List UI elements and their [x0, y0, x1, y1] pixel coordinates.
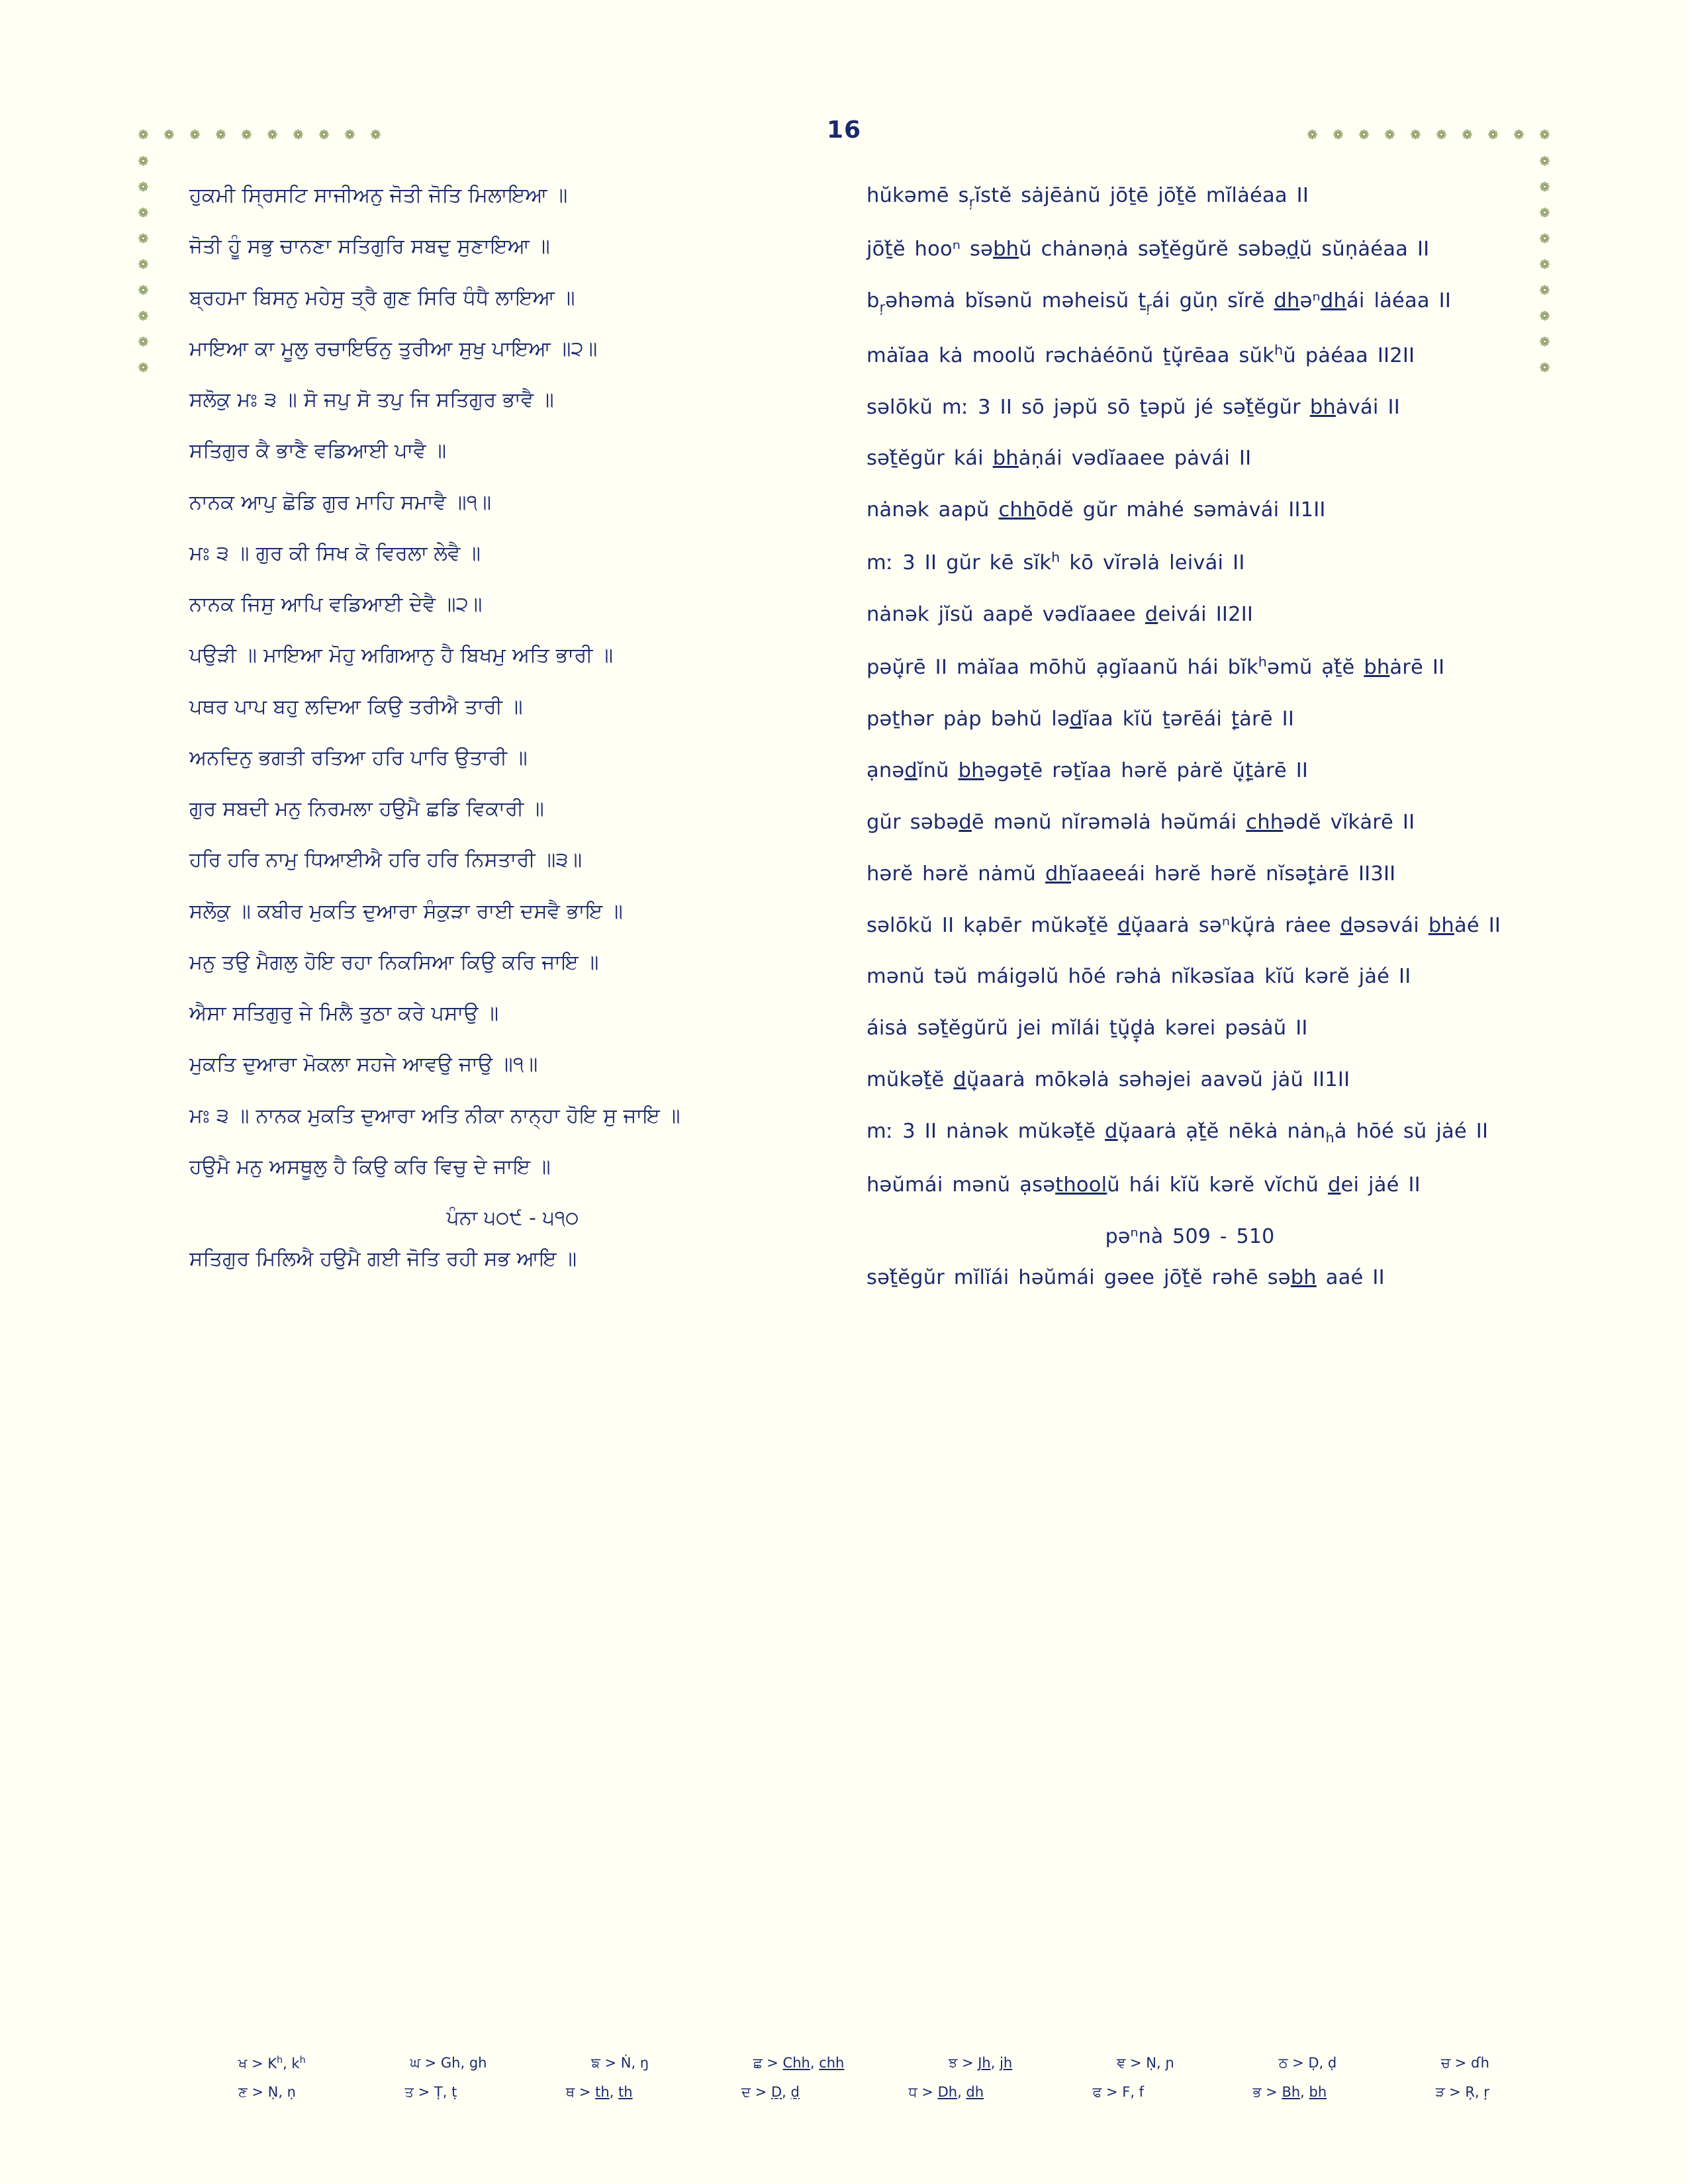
transliteration-line: həŭmái mənŭ ạsəthoolŭ hái kĭŭ kərĕ vĭchŭ dei jȧé II	[867, 1173, 1421, 1197]
floret-icon: ❁	[1539, 361, 1550, 375]
transliteration-column	[867, 183, 1513, 1316]
transliteration-line: ạnədĭnŭ bhəgəṯē rəṯĭaa hərĕ pȧrĕ ŭ̟ṯ̟ȧrē II	[867, 758, 1309, 782]
floret-icon: ❁	[318, 128, 330, 142]
floret-icon: ❁	[1539, 154, 1550, 169]
key-entry: ਝ > Jh, jh	[949, 2055, 1013, 2071]
floret-icon: ❁	[1333, 128, 1344, 142]
gurmukhi-line: ਨਾਨਕ ਜਿਸੁ ਆਪਿ ਵਡਿਆਈ ਦੇਵੈ ॥੨॥	[189, 593, 483, 616]
gurmukhi-line: ਸਲੋਕੁ ਮਃ ੩ ॥ ਸੋ ਜਪੁ ਸੋ ਤਪੁ ਜਿ ਸਤਿਗੁਰ ਭਾਵੈ ॥	[189, 388, 554, 412]
transliteration-line: mŭkəṯ̆ĕ dŭ̟aarȧ mōkəlȧ səhəjei aavəŭ jȧŭ II1II	[867, 1068, 1350, 1092]
gurmukhi-line: ਬ੍ਰਹਮਾ ਬਿਸਨੁ ਮਹੇਸੁ ਤ੍ਰੈ ਗੁਣ ਸਿਰਿ ਧੰਧੈ ਲਾਇਆ ॥	[189, 286, 575, 310]
floret-icon: ❁	[1384, 128, 1395, 142]
floret-icon: ❁	[138, 283, 149, 298]
key-entry: ਤ > Ṭ, ṭ	[404, 2084, 457, 2100]
floret-icon: ❁	[1436, 128, 1447, 142]
floret-icon: ❁	[1539, 335, 1550, 349]
key-entry: ਧ > Dh, dh	[908, 2084, 984, 2100]
gurmukhi-line: ਜੋਤੀ ਹੂੰ ਸਭੁ ਚਾਨਣਾ ਸਤਿਗੁਰਿ ਸਬਦੁ ਸੁਣਾਇਆ ॥	[189, 235, 550, 259]
floret-icon: ❁	[1462, 128, 1473, 142]
floret-icon: ❁	[1539, 128, 1550, 142]
floret-icon: ❁	[1539, 257, 1550, 272]
scripture-body	[189, 183, 1513, 1316]
gurmukhi-line: ਪਥਰ ਪਾਪ ਬਹੁ ਲਦਿਆ ਕਿਉ ਤਰੀਐ ਤਾਰੀ ॥	[189, 695, 523, 719]
transliteration-line: pəŭ̟rē II mȧĭaa mōhŭ ạgĭaanŭ hái bĭk$^h$əmŭ ạṯ̆ĕ bhȧrē II	[867, 654, 1445, 680]
transliteration-line: səṯ̆ĕgŭr kái bhȧṇái vədĭaaee pȧvái II	[867, 447, 1252, 471]
transliteration-line: gŭr səbədē mənŭ nĭrəməlȧ həŭmái chhədĕ vĭkȧrē II	[867, 810, 1415, 834]
page-number: 16	[826, 116, 862, 144]
floret-icon: ❁	[164, 128, 175, 142]
transliteration-line: hərĕ hərĕ nȧmŭ dhĭaaeeái hərĕ hərĕ nĭsəṯ̟ȧrē II3II	[867, 862, 1396, 886]
floral-border-left	[138, 156, 149, 374]
key-entry: ਫ > F, f	[1092, 2084, 1145, 2100]
transliteration-line: mː 3 II nȧnək mŭkəṯ̆ĕ dŭ̟aarȧ ạṯ̆ĕ nēkȧ nȧn$_h$ȧ hōé sŭ jȧé II	[867, 1119, 1489, 1146]
transliteration-line: mənŭ təŭ máigəlŭ hōé rəhȧ nĭkəsĭaa kĭŭ kərĕ jȧé II	[867, 965, 1411, 989]
transliteration-key	[238, 2055, 1489, 2113]
floret-icon: ❁	[138, 206, 149, 220]
key-entry: ਦ > Ḏ, ḏ	[741, 2084, 800, 2100]
key-entry: ਘ > Gh, gh	[410, 2055, 487, 2071]
transliteration-line: $b_ŗəhəmȧ$ bĭsənŭ məheisŭ ṯ$_ŗ$ái gŭṇ sĭrĕ dhəⁿdhái lȧéaa II	[867, 289, 1452, 315]
transliteration-line: nȧnək jĭsŭ aapĕ vədĭaaee deivái II2II	[867, 603, 1254, 627]
gurmukhi-line: ਮਾਇਆ ਕਾ ਮੂਲੁ ਰਚਾਇਓਨੁ ਤੁਰੀਆ ਸੁਖੁ ਪਾਇਆ ॥੨॥	[189, 337, 598, 361]
floret-icon: ❁	[1513, 128, 1524, 142]
floral-border-right	[1539, 156, 1550, 374]
key-entry: ਚ > ɗh	[1440, 2055, 1489, 2071]
transliteration-line: səlōkŭ II kạbēr mŭkəṯ̆ĕ dŭ̟aarȧ səⁿkŭ̟rȧ rȧee dəsəvái bhȧé II	[867, 913, 1501, 937]
transliteration-line: mː 3 II gŭr kē sĭk$^h$ kō vĭrəlȧ leivái II	[867, 549, 1245, 575]
transliteration-key-row	[238, 2055, 1489, 2072]
floret-icon: ❁	[1410, 128, 1421, 142]
floret-icon: ❁	[138, 335, 149, 349]
key-entry: ੜ > Ŗ, ŗ	[1435, 2084, 1489, 2100]
key-entry: ਠ > Ḍ, ḍ	[1278, 2055, 1337, 2071]
gurmukhi-line: ਸਤਿਗੁਰ ਮਿਲਿਐ ਹਉਮੈ ਗਈ ਜੋਤਿ ਰਹੀ ਸਭ ਆਇ ॥	[189, 1247, 577, 1271]
floret-icon: ❁	[189, 128, 201, 142]
floret-icon: ❁	[138, 361, 149, 375]
key-entry: ਭ > Bh, bh	[1252, 2084, 1327, 2100]
gurmukhi-line: ਨਾਨਕ ਆਪੁ ਛੋਡਿ ਗੁਰ ਮਾਹਿ ਸਮਾਵੈ ॥੧॥	[189, 490, 492, 514]
floret-icon: ❁	[138, 180, 149, 195]
page-reference-transliteration: pəⁿnà 509 - 510	[1105, 1224, 1275, 1248]
key-entry: ਣ > Ṇ, ṇ	[238, 2084, 296, 2100]
floret-icon: ❁	[241, 128, 252, 142]
gurmukhi-line: ਗੁਰ ਸਬਦੀ ਮਨੁ ਨਿਰਮਲਾ ਹਉਮੈ ਛਡਿ ਵਿਕਾਰੀ ॥	[189, 797, 545, 821]
transliteration-line: pəṯhər pȧp bəhŭ lədĭaa kĭŭ ṯərēái ṯ̟ȧrē II	[867, 707, 1295, 731]
key-entry: ਖ > $K^h$, $k^h$	[238, 2055, 306, 2071]
page-reference-gurmukhi: ਪੰਨਾ ੫੦੯ - ੫੧੦	[446, 1206, 579, 1230]
floret-icon: ❁	[1307, 128, 1318, 142]
key-entry: ਙ > Ṅ, ŋ	[591, 2055, 649, 2071]
transliteration-key-row	[238, 2084, 1489, 2101]
floral-border-top-left	[138, 130, 381, 141]
floret-icon: ❁	[138, 128, 149, 142]
gurmukhi-column	[189, 183, 836, 1316]
floret-icon: ❁	[1539, 180, 1550, 195]
floret-icon: ❁	[370, 128, 381, 142]
gurmukhi-line: ਸਤਿਗੁਰ ਕੈ ਭਾਣੈ ਵਡਿਆਈ ਪਾਵੈ ॥	[189, 439, 447, 463]
gurmukhi-line: ਮਃ ੩ ॥ ਨਾਨਕ ਮੁਕਤਿ ਦੁਆਰਾ ਅਤਿ ਨੀਕਾ ਨਾਨ੍ਹਾ ਹੋਇ ਸੁ ਜਾਇ ॥	[189, 1104, 680, 1128]
floret-icon: ❁	[1539, 309, 1550, 324]
floret-icon: ❁	[1487, 128, 1499, 142]
floret-icon: ❁	[344, 128, 355, 142]
transliteration-line: áisȧ səṯ̆ĕgŭrŭ jei mĭlái ṯŭ̟ḏ̟ȧ kərei pəsȧŭ II	[867, 1017, 1308, 1040]
floret-icon: ❁	[1539, 206, 1550, 220]
key-entry: ਥ > th, th	[565, 2084, 633, 2100]
floret-icon: ❁	[267, 128, 278, 142]
floret-icon: ❁	[1358, 128, 1370, 142]
gurmukhi-line: ਮਨੁ ਤਉ ਮੈਗਲੁ ਹੋਇ ਰਹਾ ਨਿਕਸਿਆ ਕਿਉ ਕਰਿ ਜਾਇ ॥	[189, 950, 599, 974]
floret-icon: ❁	[215, 128, 226, 142]
floret-icon: ❁	[138, 257, 149, 272]
gurmukhi-line: ਹਰਿ ਹਰਿ ਨਾਮੁ ਧਿਆਈਐ ਹਰਿ ਹਰਿ ਨਿਸਤਾਰੀ ॥੩॥	[189, 848, 583, 872]
transliteration-line: mȧĭaa kȧ moolŭ rəchȧéōnŭ ṯŭ̟rēaa sŭk$^h$ŭ pȧéaa II2II	[867, 341, 1415, 367]
key-entry: ਞ > Ṇ, ɲ	[1116, 2055, 1174, 2071]
gurmukhi-line: ਹਉਮੈ ਮਨੁ ਅਸਥੂਲੁ ਹੈ ਕਿਉ ਕਰਿ ਵਿਚੁ ਦੇ ਜਾਇ ॥	[189, 1155, 551, 1179]
gurmukhi-line: ਅਨਦਿਨੁ ਭਗਤੀ ਰਤਿਆ ਹਰਿ ਪਾਰਿ ਉਤਾਰੀ ॥	[189, 746, 528, 770]
transliteration-line: hŭkəmē $s_ŗĭstĕ$ sȧjēȧnŭ jōṯē jōṯ̆ĕ mĭlȧéaa II	[867, 184, 1309, 210]
gurmukhi-line: ਹੁਕਮੀ ਸ੍ਰਿਸਟਿ ਸਾਜੀਅਨੁ ਜੋਤੀ ਜੋਤਿ ਮਿਲਾਇਆ ॥	[189, 184, 568, 207]
gurmukhi-line: ਐਸਾ ਸਤਿਗੁਰੁ ਜੇ ਮਿਲੈ ਤੁਠਾ ਕਰੇ ਪਸਾਉ ॥	[189, 1002, 499, 1025]
floret-icon: ❁	[138, 154, 149, 169]
transliteration-line: nȧnək aapŭ chhōdĕ gŭr mȧhé səmȧvái II1II	[867, 498, 1326, 522]
transliteration-line: jōṯ̆ĕ hooⁿ səbhŭ chȧnəṇȧ səṯ̆ĕgŭrĕ səbəḏŭ sŭṇȧéaa II	[867, 237, 1430, 261]
gurmukhi-line: ਪਉੜੀ ॥ ਮਾਇਆ ਮੋਹੁ ਅਗਿਆਨੁ ਹੈ ਬਿਖਮੁ ਅਤਿ ਭਾਰੀ ॥	[189, 644, 614, 668]
transliteration-line: səṯ̆ĕgŭr mĭlĭái həŭmái gəee jōṯ̆ĕ rəhē səbh aaé II	[867, 1265, 1385, 1289]
floral-border-top-right	[1307, 130, 1550, 141]
gurmukhi-line: ਸਲੋਕੁ ॥ ਕਬੀਰ ਮੁਕਤਿ ਦੁਆਰਾ ਸੰਕੁੜਾ ਰਾਈ ਦਸਵੈ ਭਾਇ ॥	[189, 899, 624, 923]
floret-icon: ❁	[1539, 232, 1550, 246]
gurmukhi-line: ਮੁਕਤਿ ਦੁਆਰਾ ਮੋਕਲਾ ਸਹਜੇ ਆਵਉ ਜਾਉ ॥੧॥	[189, 1053, 538, 1077]
transliteration-line: səlōkŭ mː 3 II sō jəpŭ sō ṯəpŭ jé səṯ̆ĕgŭr bhȧvái II	[867, 395, 1400, 419]
floret-icon: ❁	[138, 232, 149, 246]
key-entry: ਛ > Chh, chh	[753, 2055, 845, 2071]
floret-icon: ❁	[293, 128, 304, 142]
gurmukhi-line: ਮਃ ੩ ॥ ਗੁਰ ਕੀ ਸਿਖ ਕੋ ਵਿਰਲਾ ਲੇਵੈ ॥	[189, 541, 481, 565]
floret-icon: ❁	[1539, 283, 1550, 298]
floret-icon: ❁	[138, 309, 149, 324]
